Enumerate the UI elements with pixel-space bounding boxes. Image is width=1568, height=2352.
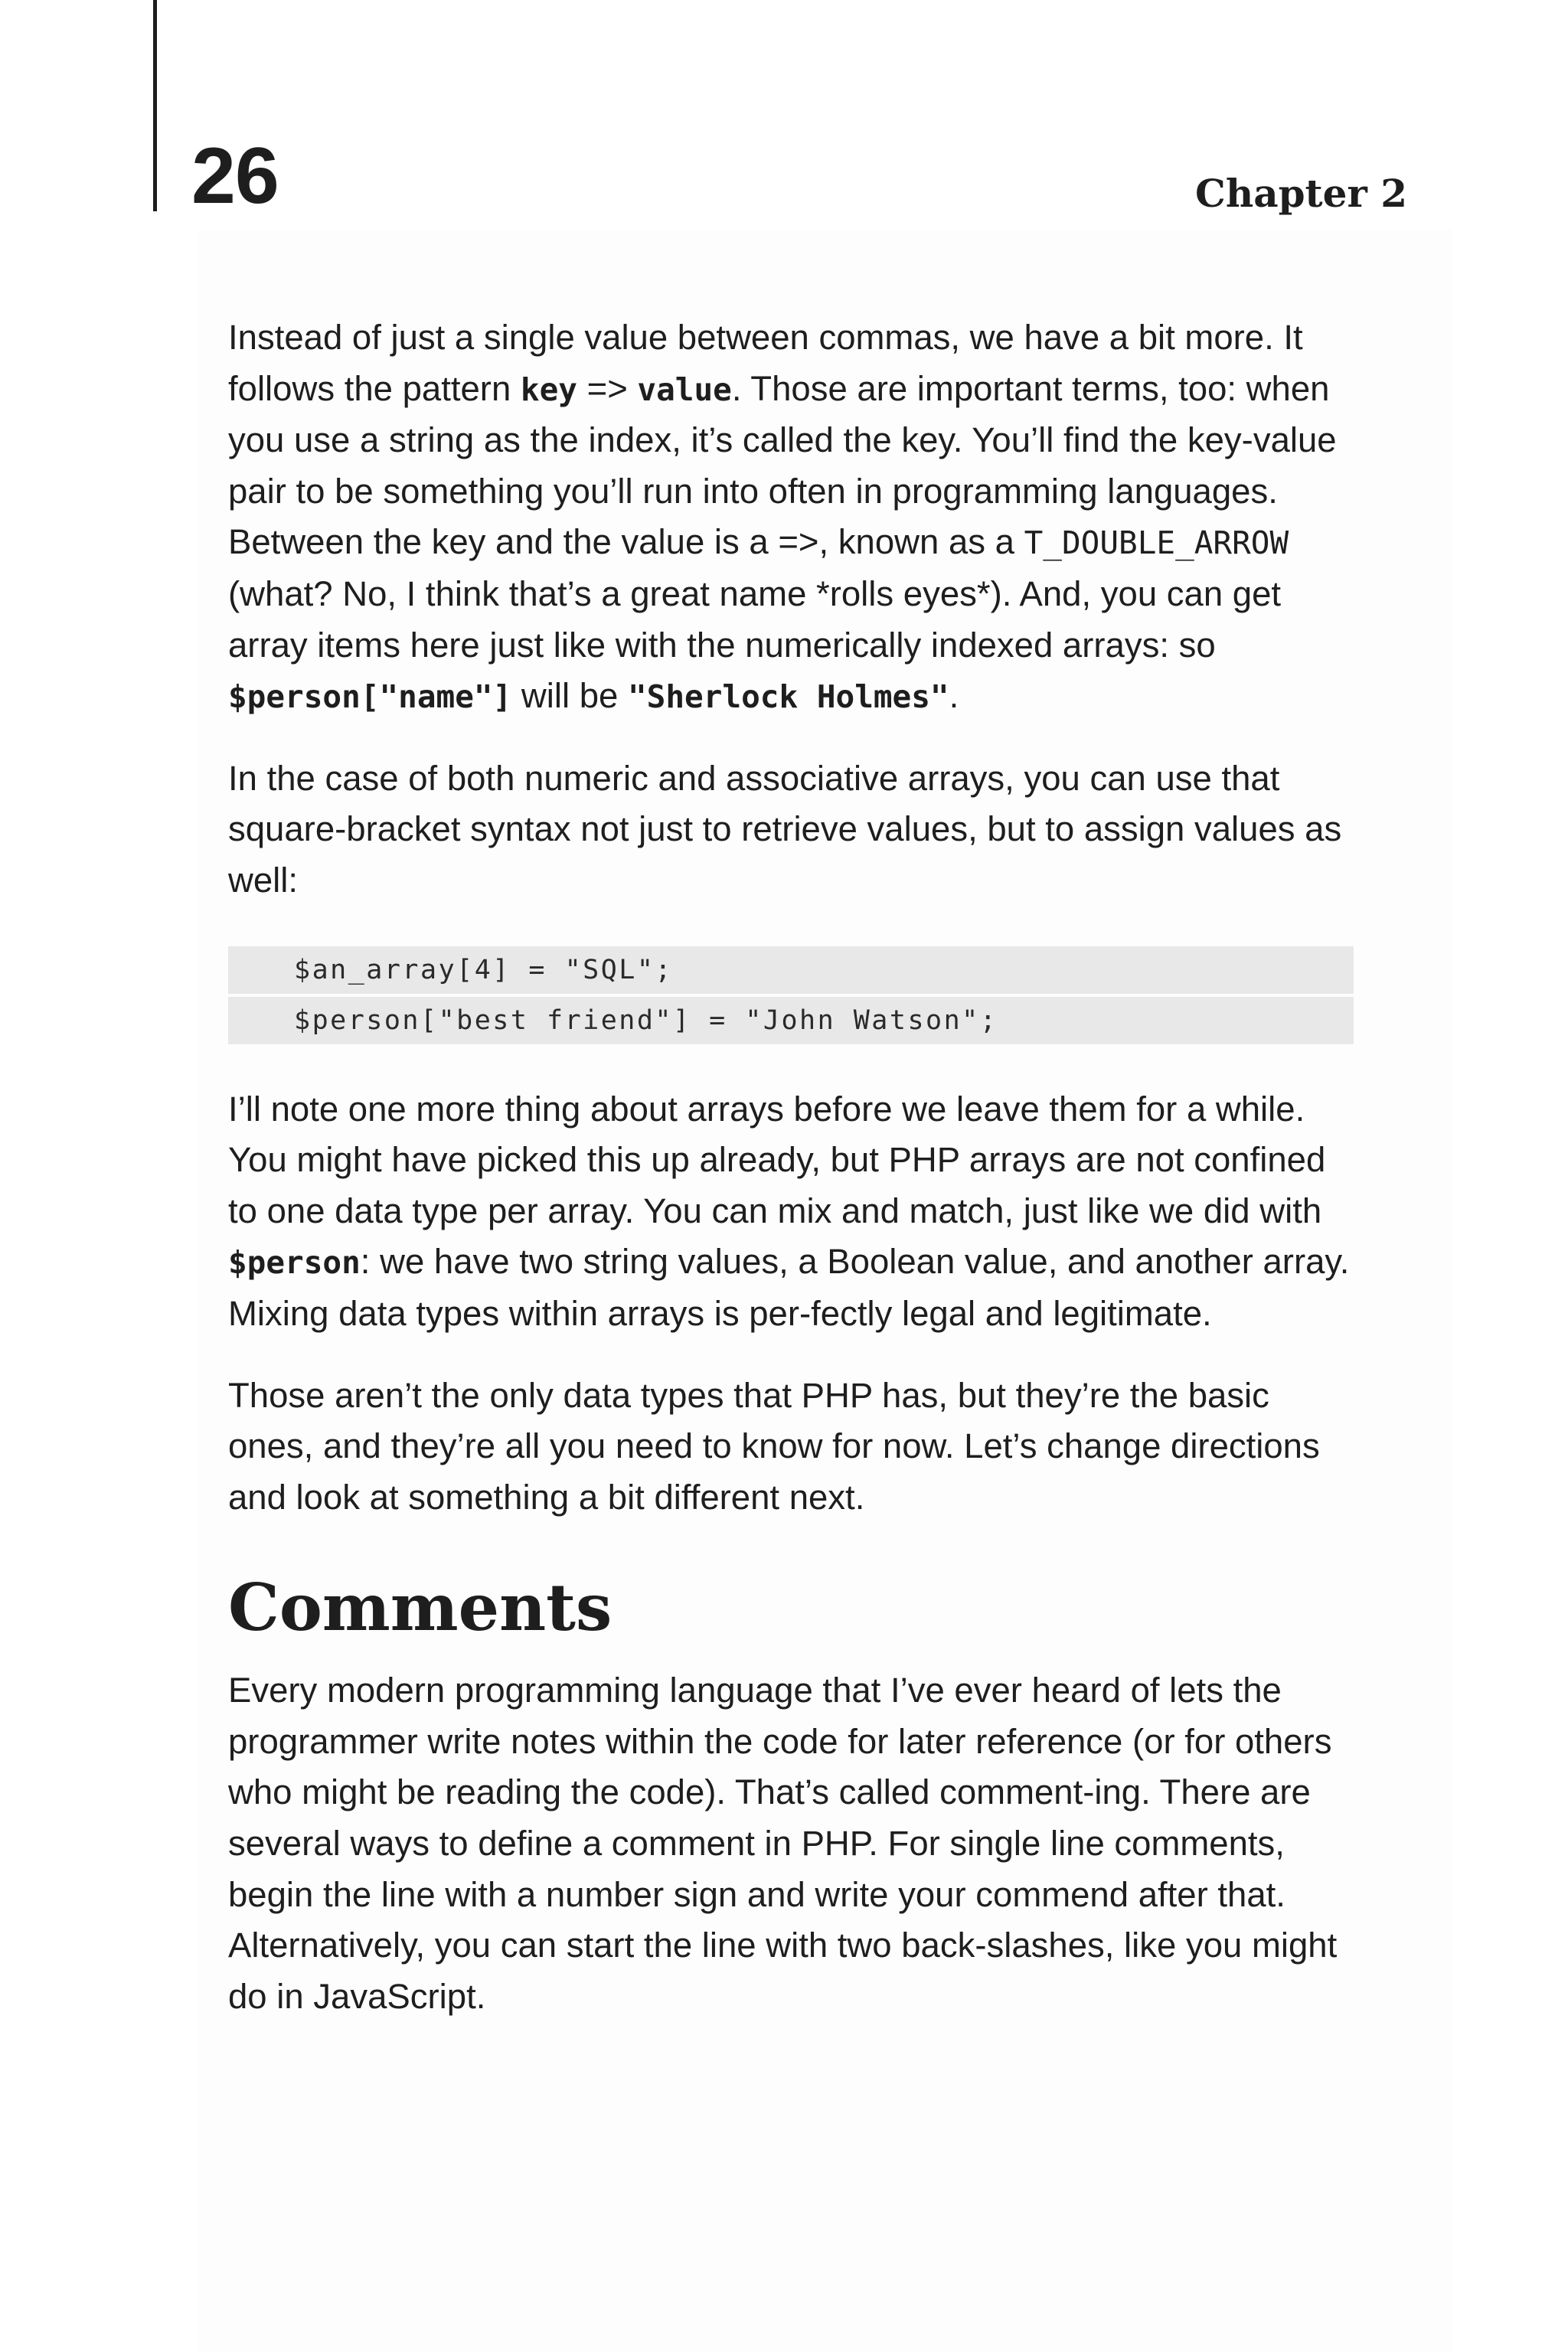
header-rule (153, 0, 157, 211)
text-run: will be (511, 676, 628, 716)
text-run: . (949, 676, 959, 716)
inline-code-double-arrow: T_DOUBLE_ARROW (1024, 524, 1289, 562)
text-run: : we have two string values, a Boolean value, and another array. Mixing data types within arrays is per-fectly legal and legitimate. (228, 1242, 1350, 1333)
paragraph-key-value (228, 312, 1354, 723)
text-run: => (577, 368, 638, 408)
code-line: $an_array[4] = "SQL"; (228, 946, 1354, 994)
paragraph-data-types: Those aren’t the only data types that PHP has, but they’re the basic ones, and they’re all you need to know for now. Let’s change directions and look at something a bit different next. (228, 1375, 1320, 1517)
paragraph-mixed-types (228, 1084, 1354, 1340)
code-line: $person["best friend"] = "John Watson"; (228, 997, 1354, 1044)
text-run: (what? No, I think that’s a great name *rolls eyes*). And, you can get array items here just like with the numerically indexed arrays: so (228, 573, 1282, 665)
code-block (228, 946, 1354, 1044)
inline-code-value: value (637, 371, 732, 408)
text-run: I’ll note one more thing about arrays before we leave them for a while. You might have picked this up already, but PHP arrays are not confined to one data type per array. You can mix and match, just like we did with (228, 1089, 1326, 1230)
section-heading-comments: Comments (228, 1570, 612, 1646)
text-run: . Those are important terms, too: when you use a string as the index, it’s called the key. You’ll find the key-value pair to be something you’ll run into often in programming languages. Between the key and the value is a =>, known as a (228, 368, 1337, 562)
page-number: 26 (191, 132, 279, 220)
inline-code-person-name: $person["name"] (228, 678, 512, 716)
chapter-label: Chapter 2 (1195, 171, 1407, 216)
paragraph-square-bracket: In the case of both numeric and associative arrays, you can use that square-bracket syntax not just to retrieve values, but to assign values as well: (228, 758, 1342, 900)
paragraph-comments: Every modern programming language that I’ve ever heard of lets the programmer write notes within the code for later reference (or for others who might be reading the code). That’s called comment-ing. There are several ways to define a comment in PHP. For single line comments, begin the line with a number sign and write your commend after that. Alternatively, you can start the line with two back-slashes, like you might do in JavaScript. (228, 1671, 1338, 2016)
inline-code-person: $person (228, 1244, 361, 1282)
inline-code-key: key (520, 371, 577, 408)
inline-code-sherlock: "Sherlock Holmes" (627, 678, 949, 716)
page-body (228, 312, 1354, 2022)
text-run: Instead of just a single value between commas, we have a bit more. It follows the pattern (228, 318, 1303, 408)
